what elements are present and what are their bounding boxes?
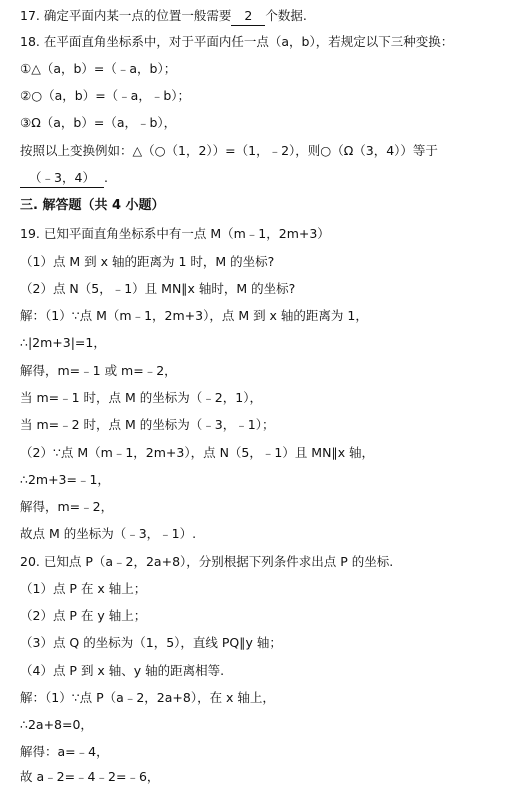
q20-part-2: （2）点 P 在 y 轴上； <box>20 608 147 623</box>
q20-part-4: （4）点 P 到 x 轴、y 轴的距离相等. <box>20 663 225 678</box>
q19-solution-2: ∴|2m+3|=1， <box>20 335 106 350</box>
q20-solution-1: 解：（1）∵点 P（a﹣2，2a+8），在 x 轴上， <box>20 690 275 705</box>
q20-solution-3: 解得：a=﹣4， <box>20 744 109 759</box>
q18-answer-blank: （﹣3，4） <box>20 169 104 188</box>
q17-line: 17. 确定平面内某一点的位置一般需要 2 个数据. <box>20 6 507 26</box>
q19-stem: 19. 已知平面直角坐标系中有一点 M（m﹣1，2m+3） <box>20 226 330 241</box>
q18-example: 按照以上变换例如：△（○（1，2））=（1，﹣2），则○（Ω（3，4））等于 <box>20 143 438 158</box>
q18-stem: 18. 在平面直角坐标系中，对于平面内任一点（a，b），若规定以下三种变换： <box>20 34 454 49</box>
q19-solution-8: 解得，m=﹣2， <box>20 499 114 514</box>
q18-answer-line: （﹣3，4） . <box>20 168 507 188</box>
q19-solution-6: （2）∵点 M（m﹣1，2m+3），点 N（5，﹣1）且 MN∥x 轴， <box>20 445 375 460</box>
q17-answer-blank: 2 <box>231 7 265 26</box>
q19-part-2: （2）点 N（5，﹣1）且 MN∥x 轴时，M 的坐标? <box>20 281 296 296</box>
q20-solution-2: ∴2a+8=0， <box>20 717 93 732</box>
q20-part-3: （3）点 Q 的坐标为（1，5），直线 PQ∥y 轴； <box>20 635 282 650</box>
q19-solution-3: 解得，m=﹣1 或 m=﹣2， <box>20 363 177 378</box>
q19-solution-9: 故点 M 的坐标为（﹣3，﹣1）. <box>20 526 197 541</box>
q18-rule-3: ③Ω（a，b）=（a，﹣b）， <box>20 115 177 130</box>
q20-part-1: （1）点 P 在 x 轴上； <box>20 581 147 596</box>
q18-rule-1: ①△（a，b）=（﹣a，b）； <box>20 61 177 76</box>
q20-stem: 20. 已知点 P（a﹣2，2a+8），分别根据下列条件求出点 P 的坐标. <box>20 554 394 569</box>
section-heading: 三. 解答题（共 4 小题） <box>20 198 165 213</box>
q19-solution-7: ∴2m+3=﹣1， <box>20 472 110 487</box>
q19-part-1: （1）点 M 到 x 轴的距离为 1 时，M 的坐标? <box>20 254 275 269</box>
q19-solution-5: 当 m=﹣2 时，点 M 的坐标为（﹣3，﹣1）； <box>20 417 275 432</box>
q20-solution-4: 故 a﹣2=﹣4﹣2=﹣6， <box>20 769 160 784</box>
q19-solution-4: 当 m=﹣1 时，点 M 的坐标为（﹣2，1）， <box>20 390 262 405</box>
q19-solution-1: 解：（1）∵点 M（m﹣1，2m+3），点 M 到 x 轴的距离为 1， <box>20 308 368 323</box>
q18-rule-2: ②○（a，b）=（﹣a，﹣b）； <box>20 88 191 103</box>
